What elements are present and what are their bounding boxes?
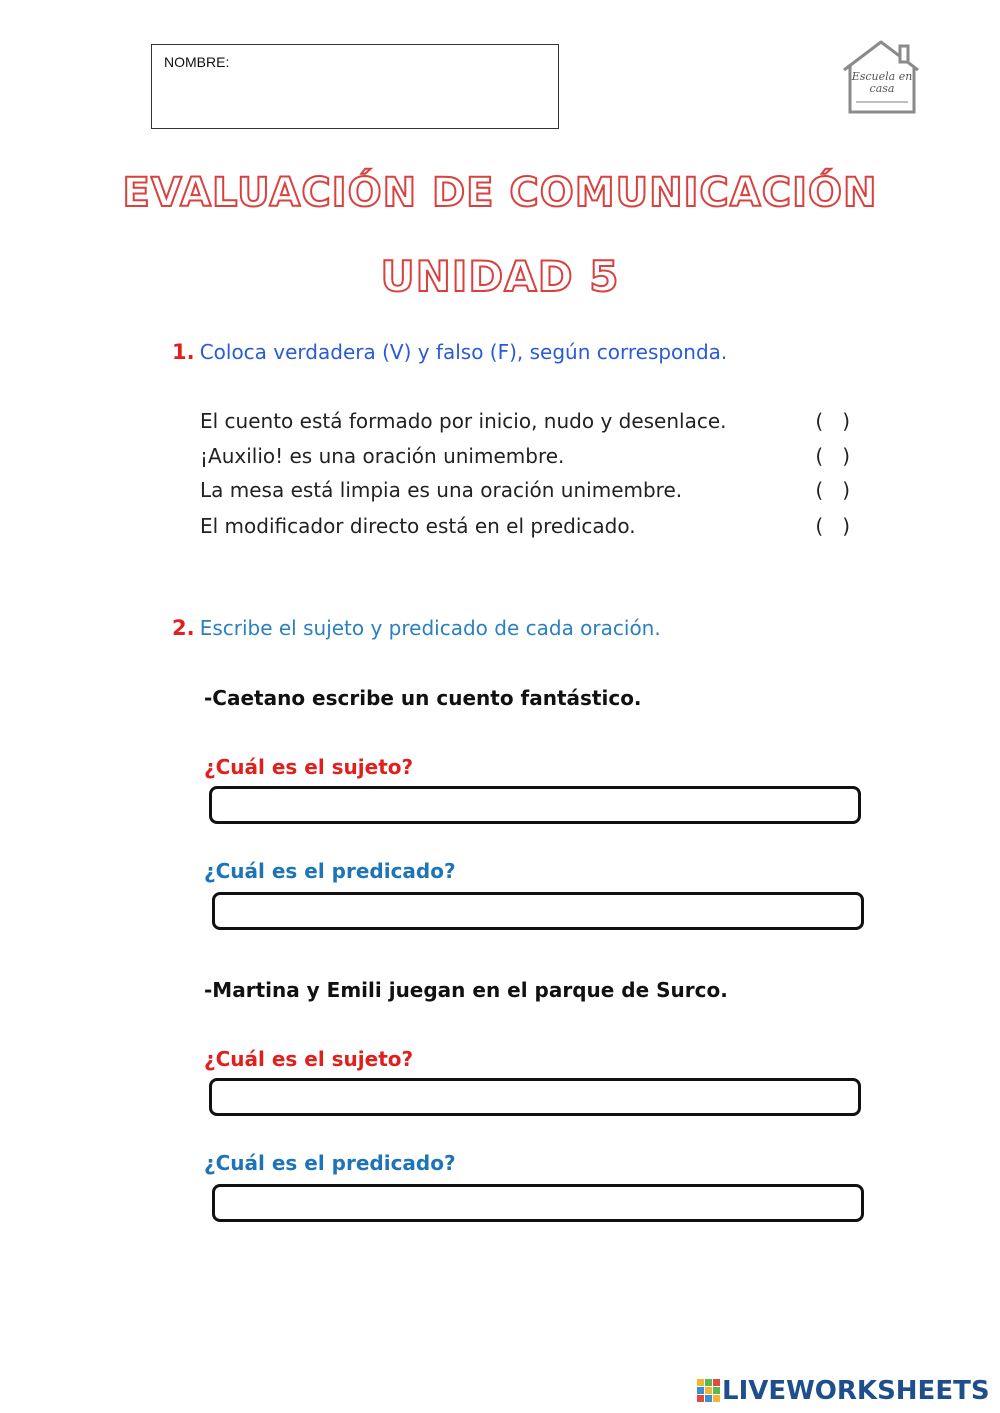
question-2-instruction: Escribe el sujeto y predicado de cada oración. — [199, 616, 661, 640]
question-2-heading — [172, 616, 661, 640]
subject-prompt-2: ¿Cuál es el sujeto? — [204, 1047, 414, 1071]
logo-text-line1: Escuela en — [851, 70, 913, 83]
statement-row — [200, 514, 860, 538]
name-label: NOMBRE: — [164, 54, 230, 70]
statement-text: El cuento está formado por inicio, nudo y desenlace. — [200, 409, 727, 433]
statement-row — [200, 409, 860, 433]
true-false-blank[interactable]: ( ) — [815, 514, 850, 538]
subject-answer-field-2[interactable] — [209, 1078, 861, 1116]
true-false-blank[interactable]: ( ) — [815, 444, 850, 468]
brand-text: LIVEWORKSHEETS — [722, 1376, 990, 1406]
statement-text: El modificador directo está en el predicado. — [200, 514, 636, 538]
statement-row — [200, 444, 860, 468]
question-1-number: 1. — [172, 340, 195, 364]
subject-prompt-1: ¿Cuál es el sujeto? — [204, 755, 414, 779]
question-1-heading — [172, 340, 727, 364]
statement-text: La mesa está limpia es una oración unimembre. — [200, 478, 683, 502]
question-1-instruction: Coloca verdadera (V) y falso (F), según corresponda. — [199, 340, 728, 364]
predicate-answer-field-1[interactable] — [212, 892, 864, 930]
subject-answer-field-1[interactable] — [209, 786, 861, 824]
statement-row — [200, 478, 860, 502]
liveworksheets-brand — [696, 1376, 990, 1406]
question-2-number: 2. — [172, 616, 195, 640]
sentence-1: -Caetano escribe un cuento fantástico. — [204, 686, 642, 710]
liveworksheets-logo-icon — [696, 1378, 722, 1404]
logo-text-line2: casa — [869, 82, 895, 95]
name-box[interactable] — [151, 44, 559, 129]
sentence-2: -Martina y Emili juegan en el parque de Surco. — [204, 978, 728, 1002]
school-house-logo — [838, 38, 924, 116]
true-false-blank[interactable]: ( ) — [815, 478, 850, 502]
main-title: EVALUACIÓN DE COMUNICACIÓN — [122, 170, 878, 216]
statement-text: ¡Auxilio! es una oración unimembre. — [200, 444, 565, 468]
predicate-answer-field-2[interactable] — [212, 1184, 864, 1222]
predicate-prompt-2: ¿Cuál es el predicado? — [204, 1151, 456, 1175]
true-false-blank[interactable]: ( ) — [815, 409, 850, 433]
predicate-prompt-1: ¿Cuál es el predicado? — [204, 859, 456, 883]
unit-title: UNIDAD 5 — [380, 252, 620, 301]
